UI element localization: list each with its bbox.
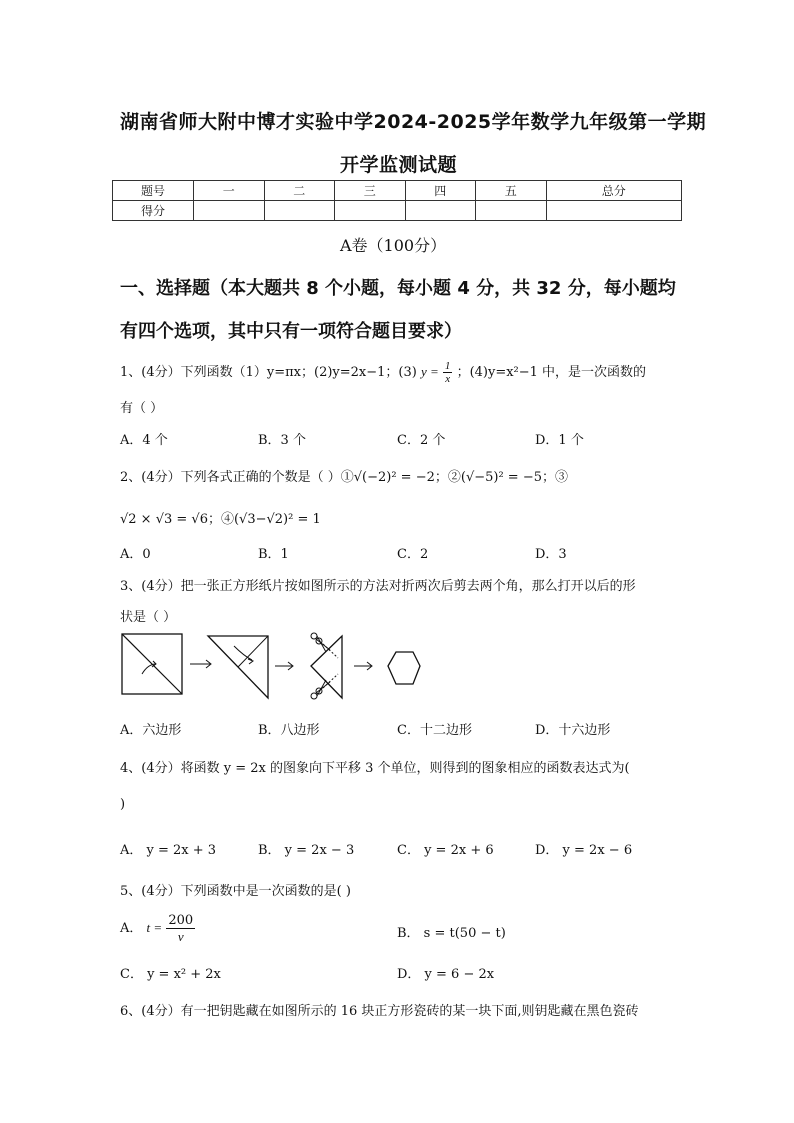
option-c[interactable]: C．十二边形: [397, 723, 472, 738]
table-cell: 四: [405, 181, 476, 201]
score-input-cell[interactable]: [405, 201, 476, 221]
table-cell: 五: [476, 181, 547, 201]
question-5-line1: 5、(4分）下列函数中是一次函数的是( ): [120, 884, 351, 899]
score-input-cell[interactable]: [335, 201, 406, 221]
option-d[interactable]: D．1 个: [535, 433, 584, 448]
option-math: t =: [146, 920, 163, 935]
option-d[interactable]: D．3: [535, 547, 567, 562]
option-b[interactable]: B．3 个: [258, 433, 306, 448]
fraction: $\frac{200}{v}$: [168, 913, 194, 944]
table-cell: 三: [335, 181, 406, 201]
arrow-right-icon: [354, 662, 372, 670]
option-c[interactable]: C．2: [397, 547, 429, 562]
score-input-cell[interactable]: [264, 201, 335, 221]
option-d[interactable]: D． y = 2x − 6: [535, 843, 633, 858]
section-heading-line1: 一、选择题（本大题共 8 个小题，每小题 4 分，共 32 分，每小题均: [120, 278, 676, 299]
question-2-line2: √2 × √3 = √6；④(√3−√2)² = 1: [120, 512, 321, 527]
section-heading-line2: 有四个选项，其中只有一项符合题目要求）: [120, 321, 462, 342]
arrow-right-icon: [275, 662, 293, 670]
score-input-cell[interactable]: [194, 201, 265, 221]
table-cell: 一: [194, 181, 265, 201]
question-3-line2: 状是（ ）: [120, 610, 177, 625]
question-2-line1: 2、(4分）下列各式正确的个数是（ ）①√(−2)² = −2；②(√−5)² = −5；③: [120, 470, 568, 485]
score-table-score-row: [113, 201, 682, 221]
option-label: A．: [120, 921, 143, 936]
question-1-prefix: 1、(4分）下列函数（1）y=πx；(2)y=2x−1；(3): [120, 365, 417, 380]
score-input-cell[interactable]: [546, 201, 682, 221]
scissors-icon: [311, 633, 330, 652]
paper-folding-figure: [118, 630, 428, 702]
score-table: [112, 180, 682, 221]
question-1-line2: 有（ ）: [120, 401, 164, 416]
question-6-line1: 6、(4分）有一把钥匙藏在如图所示的 16 块正方形瓷砖的某一块下面,则钥匙藏在黑色瓷砖: [120, 1004, 639, 1019]
table-cell: 总分: [546, 181, 682, 201]
question-1-line1: [120, 360, 646, 385]
square-paper: [122, 634, 182, 694]
option-a[interactable]: A． y = 2x + 3: [120, 843, 217, 858]
table-cell: 二: [264, 181, 335, 201]
page-title-line2: 开学监测试题: [340, 154, 458, 176]
question-4-line1: 4、(4分）将函数 y = 2x 的图象向下平移 3 个单位，则得到的图象相应的函数表达式为(: [120, 761, 630, 776]
arrow-right-icon: [190, 660, 211, 668]
table-cell: 题号: [113, 181, 194, 201]
table-cell: 得分: [113, 201, 194, 221]
question-1-suffix: ；(4)y=x²−1 中，是一次函数的: [456, 365, 647, 380]
fraction: $\frac{1}{x}$: [444, 360, 451, 385]
option-c[interactable]: C． y = 2x + 6: [397, 843, 494, 858]
option-c[interactable]: C．2 个: [397, 433, 446, 448]
option-a[interactable]: [120, 913, 195, 944]
score-table-header-row: [113, 181, 682, 201]
option-a[interactable]: A．4 个: [120, 433, 168, 448]
option-d[interactable]: D． y = 6 − 2x: [397, 967, 495, 982]
option-b[interactable]: B． s = t(50 − t): [397, 926, 506, 941]
question-1-y: y =: [420, 364, 439, 379]
option-d[interactable]: D．十六边形: [535, 723, 611, 738]
question-3-line1: 3、(4分）把一张正方形纸片按如图所示的方法对折两次后剪去两个角，那么打开以后的形: [120, 579, 636, 594]
hexagon-result: [388, 652, 420, 684]
option-a[interactable]: A．0: [120, 547, 151, 562]
option-a[interactable]: A．六边形: [120, 723, 182, 738]
question-4-line2: ): [120, 797, 126, 812]
triangle-fold: [208, 636, 268, 698]
cut-triangle: [311, 636, 342, 698]
score-input-cell[interactable]: [476, 201, 547, 221]
option-b[interactable]: B．1: [258, 547, 289, 562]
option-b[interactable]: B． y = 2x − 3: [258, 843, 355, 858]
page-title-line1: 湖南省师大附中博才实验中学2024-2025学年数学九年级第一学期: [120, 111, 707, 133]
option-b[interactable]: B．八边形: [258, 723, 320, 738]
option-c[interactable]: C． y = x² + 2x: [120, 967, 221, 982]
part-title: A卷（100分）: [340, 236, 447, 255]
